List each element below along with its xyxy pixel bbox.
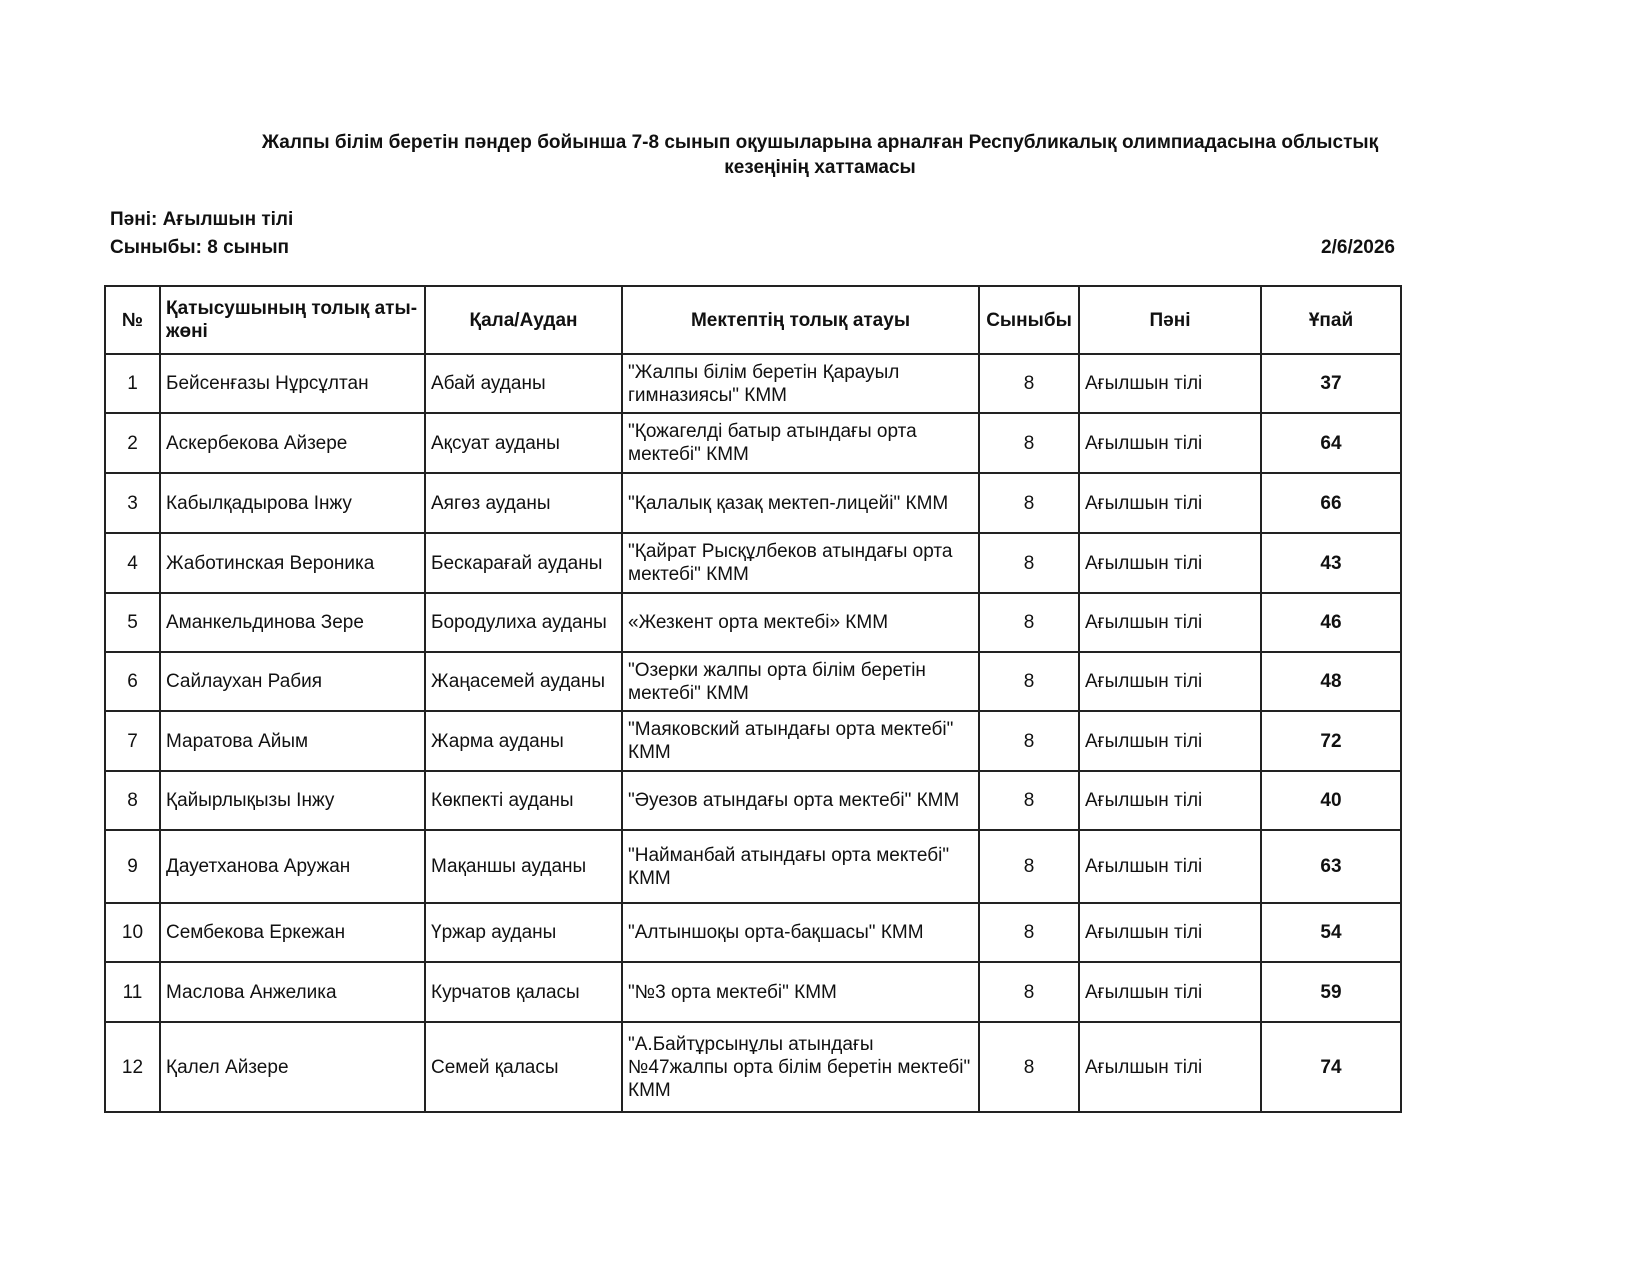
cell-grade: 8 (979, 533, 1079, 593)
subject-label: Пәні: Ағылшын тілі (110, 209, 294, 230)
cell-score: 46 (1261, 593, 1401, 652)
cell-school: «Жезкент орта мектебі» КММ (622, 593, 979, 652)
header-name: Қатысушының толық аты-жөні (160, 286, 425, 354)
cell-district: Үржар ауданы (425, 903, 622, 962)
cell-subject: Ағылшын тілі (1079, 830, 1261, 903)
cell-score: 64 (1261, 413, 1401, 473)
cell-name: Бейсенғазы Нұрсұлтан (160, 354, 425, 413)
cell-score: 48 (1261, 652, 1401, 711)
cell-district: Абай ауданы (425, 354, 622, 413)
table-row (105, 711, 1401, 771)
cell-grade: 8 (979, 354, 1079, 413)
cell-district: Бородулиха ауданы (425, 593, 622, 652)
cell-subject: Ағылшын тілі (1079, 711, 1261, 771)
document-title (140, 130, 1500, 180)
cell-name: Сайлаухан Рабия (160, 652, 425, 711)
cell-name: Сембекова Еркежан (160, 903, 425, 962)
table-row (105, 354, 1401, 413)
table-row (105, 413, 1401, 473)
cell-num: 8 (105, 771, 160, 830)
cell-subject: Ағылшын тілі (1079, 593, 1261, 652)
cell-school: "А.Байтұрсынұлы атындағы №47жалпы орта білім беретін мектебі" КММ (622, 1022, 979, 1112)
cell-school: "Найманбай атындағы орта мектебі" КММ (622, 830, 979, 903)
cell-district: Ақсуат ауданы (425, 413, 622, 473)
cell-score: 40 (1261, 771, 1401, 830)
cell-district: Мақаншы ауданы (425, 830, 622, 903)
cell-school: "№3 орта мектебі" КММ (622, 962, 979, 1022)
table-row (105, 903, 1401, 962)
cell-school: "Әуезов атындағы орта мектебі" КММ (622, 771, 979, 830)
cell-score: 37 (1261, 354, 1401, 413)
cell-num: 6 (105, 652, 160, 711)
cell-num: 9 (105, 830, 160, 903)
cell-name: Маратова Айым (160, 711, 425, 771)
cell-num: 11 (105, 962, 160, 1022)
cell-num: 7 (105, 711, 160, 771)
cell-district: Жаңасемей ауданы (425, 652, 622, 711)
table-row (105, 771, 1401, 830)
cell-district: Курчатов қаласы (425, 962, 622, 1022)
cell-school: "Қожагелді батыр атындағы орта мектебі" КММ (622, 413, 979, 473)
header-score: Ұпай (1261, 286, 1401, 354)
cell-grade: 8 (979, 1022, 1079, 1112)
cell-name: Маслова Анжелика (160, 962, 425, 1022)
title-line-1: Жалпы білім беретін пәндер бойынша 7-8 сынып оқушыларына арналған Республикалық олимпиадасына облыстық (261, 132, 1379, 153)
cell-score: 43 (1261, 533, 1401, 593)
table-row (105, 1022, 1401, 1112)
cell-district: Семей қаласы (425, 1022, 622, 1112)
cell-subject: Ағылшын тілі (1079, 903, 1261, 962)
cell-school: "Жалпы білім беретін Қарауыл гимназиясы" КММ (622, 354, 979, 413)
cell-subject: Ағылшын тілі (1079, 533, 1261, 593)
cell-grade: 8 (979, 711, 1079, 771)
cell-score: 63 (1261, 830, 1401, 903)
cell-name: Қайырлықызы Інжу (160, 771, 425, 830)
results-table (104, 285, 1402, 1113)
cell-num: 3 (105, 473, 160, 533)
header-grade: Сыныбы (979, 286, 1079, 354)
cell-grade: 8 (979, 473, 1079, 533)
cell-num: 1 (105, 354, 160, 413)
cell-grade: 8 (979, 830, 1079, 903)
cell-subject: Ағылшын тілі (1079, 962, 1261, 1022)
cell-school: "Озерки жалпы орта білім беретін мектебі" КММ (622, 652, 979, 711)
cell-school: "Алтыншоқы орта-бақшасы" КММ (622, 903, 979, 962)
cell-subject: Ағылшын тілі (1079, 413, 1261, 473)
cell-grade: 8 (979, 593, 1079, 652)
cell-name: Кабылқадырова Інжу (160, 473, 425, 533)
cell-score: 66 (1261, 473, 1401, 533)
table-row (105, 473, 1401, 533)
title-line-2: кезеңінің хаттамасы (724, 157, 916, 178)
cell-num: 12 (105, 1022, 160, 1112)
cell-grade: 8 (979, 903, 1079, 962)
table-row (105, 830, 1401, 903)
cell-district: Жарма ауданы (425, 711, 622, 771)
cell-district: Аягөз ауданы (425, 473, 622, 533)
cell-score: 59 (1261, 962, 1401, 1022)
header-num: № (105, 286, 160, 354)
cell-score: 54 (1261, 903, 1401, 962)
cell-grade: 8 (979, 962, 1079, 1022)
grade-label: Сыныбы: 8 сынып (110, 237, 290, 258)
cell-subject: Ағылшын тілі (1079, 354, 1261, 413)
header-school: Мектептің толық атауы (622, 286, 979, 354)
cell-num: 5 (105, 593, 160, 652)
table-header-row (105, 286, 1401, 354)
cell-num: 2 (105, 413, 160, 473)
cell-name: Аскербекова Айзере (160, 413, 425, 473)
cell-school: "Маяковский атындағы орта мектебі" КММ (622, 711, 979, 771)
cell-school: "Қайрат Рысқұлбеков атындағы орта мектебі" КММ (622, 533, 979, 593)
cell-district: Бескарағай ауданы (425, 533, 622, 593)
cell-subject: Ағылшын тілі (1079, 473, 1261, 533)
cell-subject: Ағылшын тілі (1079, 1022, 1261, 1112)
cell-school: "Қалалық қазақ мектеп-лицейі" КММ (622, 473, 979, 533)
cell-grade: 8 (979, 652, 1079, 711)
header-subject: Пәні (1079, 286, 1261, 354)
table-row (105, 652, 1401, 711)
header-district: Қала/Аудан (425, 286, 622, 354)
cell-name: Дауетханова Аружан (160, 830, 425, 903)
cell-num: 4 (105, 533, 160, 593)
table-row (105, 533, 1401, 593)
cell-name: Аманкельдинова Зере (160, 593, 425, 652)
cell-district: Көкпекті ауданы (425, 771, 622, 830)
cell-subject: Ағылшын тілі (1079, 652, 1261, 711)
cell-name: Жаботинская Вероника (160, 533, 425, 593)
protocol-date: 2/6/2026 (1321, 237, 1395, 258)
table-row (105, 962, 1401, 1022)
cell-grade: 8 (979, 413, 1079, 473)
cell-num: 10 (105, 903, 160, 962)
cell-score: 72 (1261, 711, 1401, 771)
cell-grade: 8 (979, 771, 1079, 830)
cell-score: 74 (1261, 1022, 1401, 1112)
table-row (105, 593, 1401, 652)
cell-subject: Ағылшын тілі (1079, 771, 1261, 830)
cell-name: Қалел Айзере (160, 1022, 425, 1112)
